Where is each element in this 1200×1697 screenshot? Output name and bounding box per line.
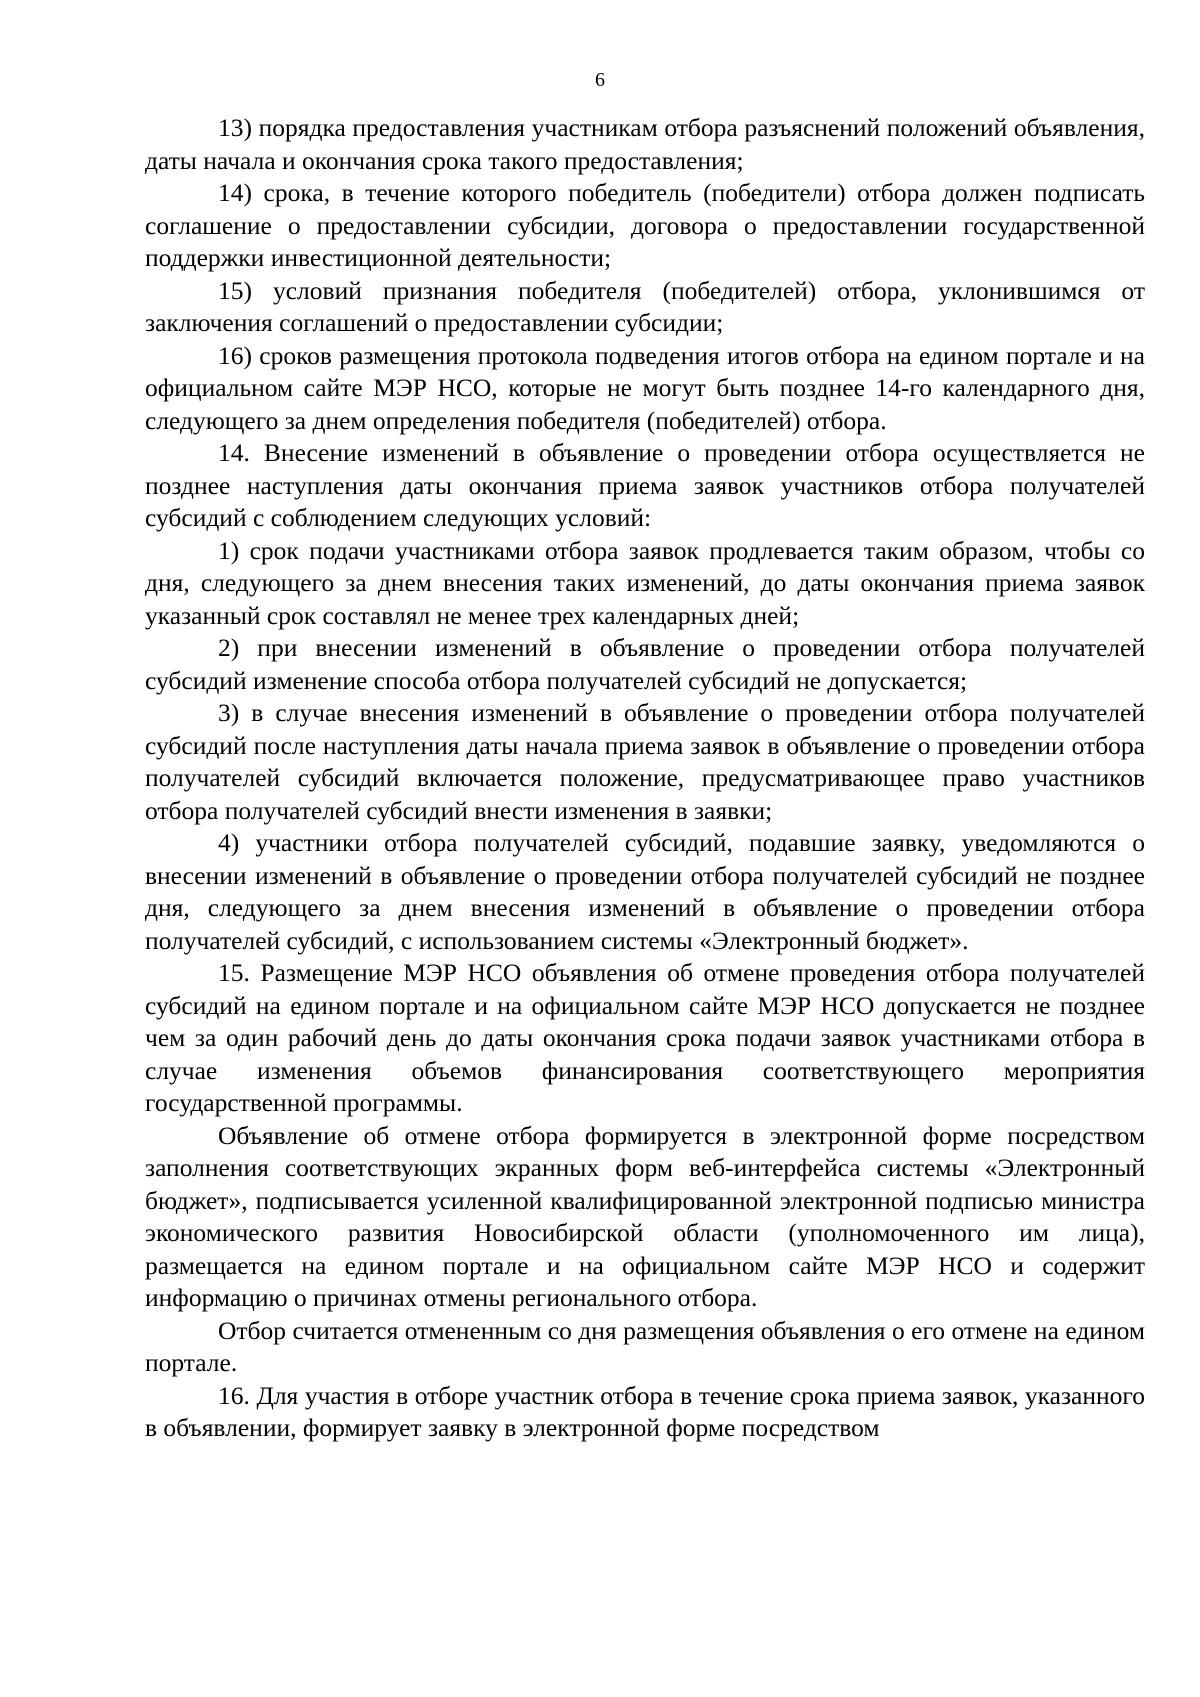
paragraph-section-16: 16. Для участия в отборе участник отбора в течение срока приема заявок, указанного в объявлении, формирует заявку в электронной форме посредством xyxy=(145,1380,1145,1442)
paragraph-cancellation-effective: Отбор считается отмененным со дня размещения объявления о его отмене на едином портале. xyxy=(145,1315,1145,1377)
paragraph-condition-2: 2) при внесении изменений в объявление о проведении отбора получателей субсидий изменение способа отбора получателей субсидий не допускается; xyxy=(145,633,1145,695)
paragraph-condition-3: 3) в случае внесения изменений в объявление о проведении отбора получателей субсидий после наступления даты начала приема заявок в объявление о проведении отбора получателей субсидий включается положение, предусматривающее право участников отбора получателей субсидий внести изменения в заявки; xyxy=(145,698,1145,825)
paragraph-item-14: 14) срока, в течение которого победитель (победители) отбора должен подписать соглашение о предоставлении субсидии, договора о предоставлении государственной поддержки инвестиционной деятельности; xyxy=(145,178,1145,272)
paragraph-item-13: 13) порядка предоставления участникам отбора разъяснений положений объявления, даты начала и окончания срока такого предоставления; xyxy=(145,113,1145,175)
paragraph-section-15: 15. Размещение МЭР НСО объявления об отмене проведения отбора получателей субсидий на едином портале и на официальном сайте МЭР НСО допускается не позднее чем за один рабочий день до даты окончания срока подачи заявок участниками отбора в случае изменения объемов финансирования соответствующего мероприятия государственной программы. xyxy=(145,958,1145,1117)
paragraph-condition-4: 4) участники отбора получателей субсидий, подавшие заявку, уведомляются о внесении изменений в объявление о проведении отбора получателей субсидий не позднее дня, следующего за днем внесения изменений в объявление о проведении отбора получателей субсидий, с использованием системы «Электронный бюджет». xyxy=(145,828,1145,955)
document-body xyxy=(145,112,1145,1445)
paragraph-condition-1: 1) срок подачи участниками отбора заявок продлевается таким образом, чтобы со дня, следующего за днем внесения таких изменений, до даты окончания приема заявок указанный срок составлял не менее трех календарных дней; xyxy=(145,535,1145,630)
paragraph-item-16: 16) сроков размещения протокола подведения итогов отбора на едином портале и на официальном сайте МЭР НСО, которые не могут быть позднее 14-го календарного дня, следующего за днем определения победителя (победителей) отбора. xyxy=(145,340,1145,435)
paragraph-section-14: 14. Внесение изменений в объявление о проведении отбора осуществляется не позднее наступления даты окончания приема заявок участников отбора получателей субсидий с соблюдением следующих условий: xyxy=(145,438,1145,532)
paragraph-item-15: 15) условий признания победителя (победителей) отбора, уклонившимся от заключения соглашений о предоставлении субсидии; xyxy=(145,275,1145,337)
page-number: 6 xyxy=(595,69,605,91)
paragraph-cancellation-notice: Объявление об отмене отбора формируется в электронной форме посредством заполнения соответствующих экранных форм веб-интерфейса системы «Электронный бюджет», подписывается усиленной квалифицированной электронной подписью министра экономического развития Новосибирской области (уполномоченного им лица), размещается на едином портале и на официальном сайте МЭР НСО и содержит информацию о причинах отмены регионального отбора. xyxy=(145,1120,1145,1312)
